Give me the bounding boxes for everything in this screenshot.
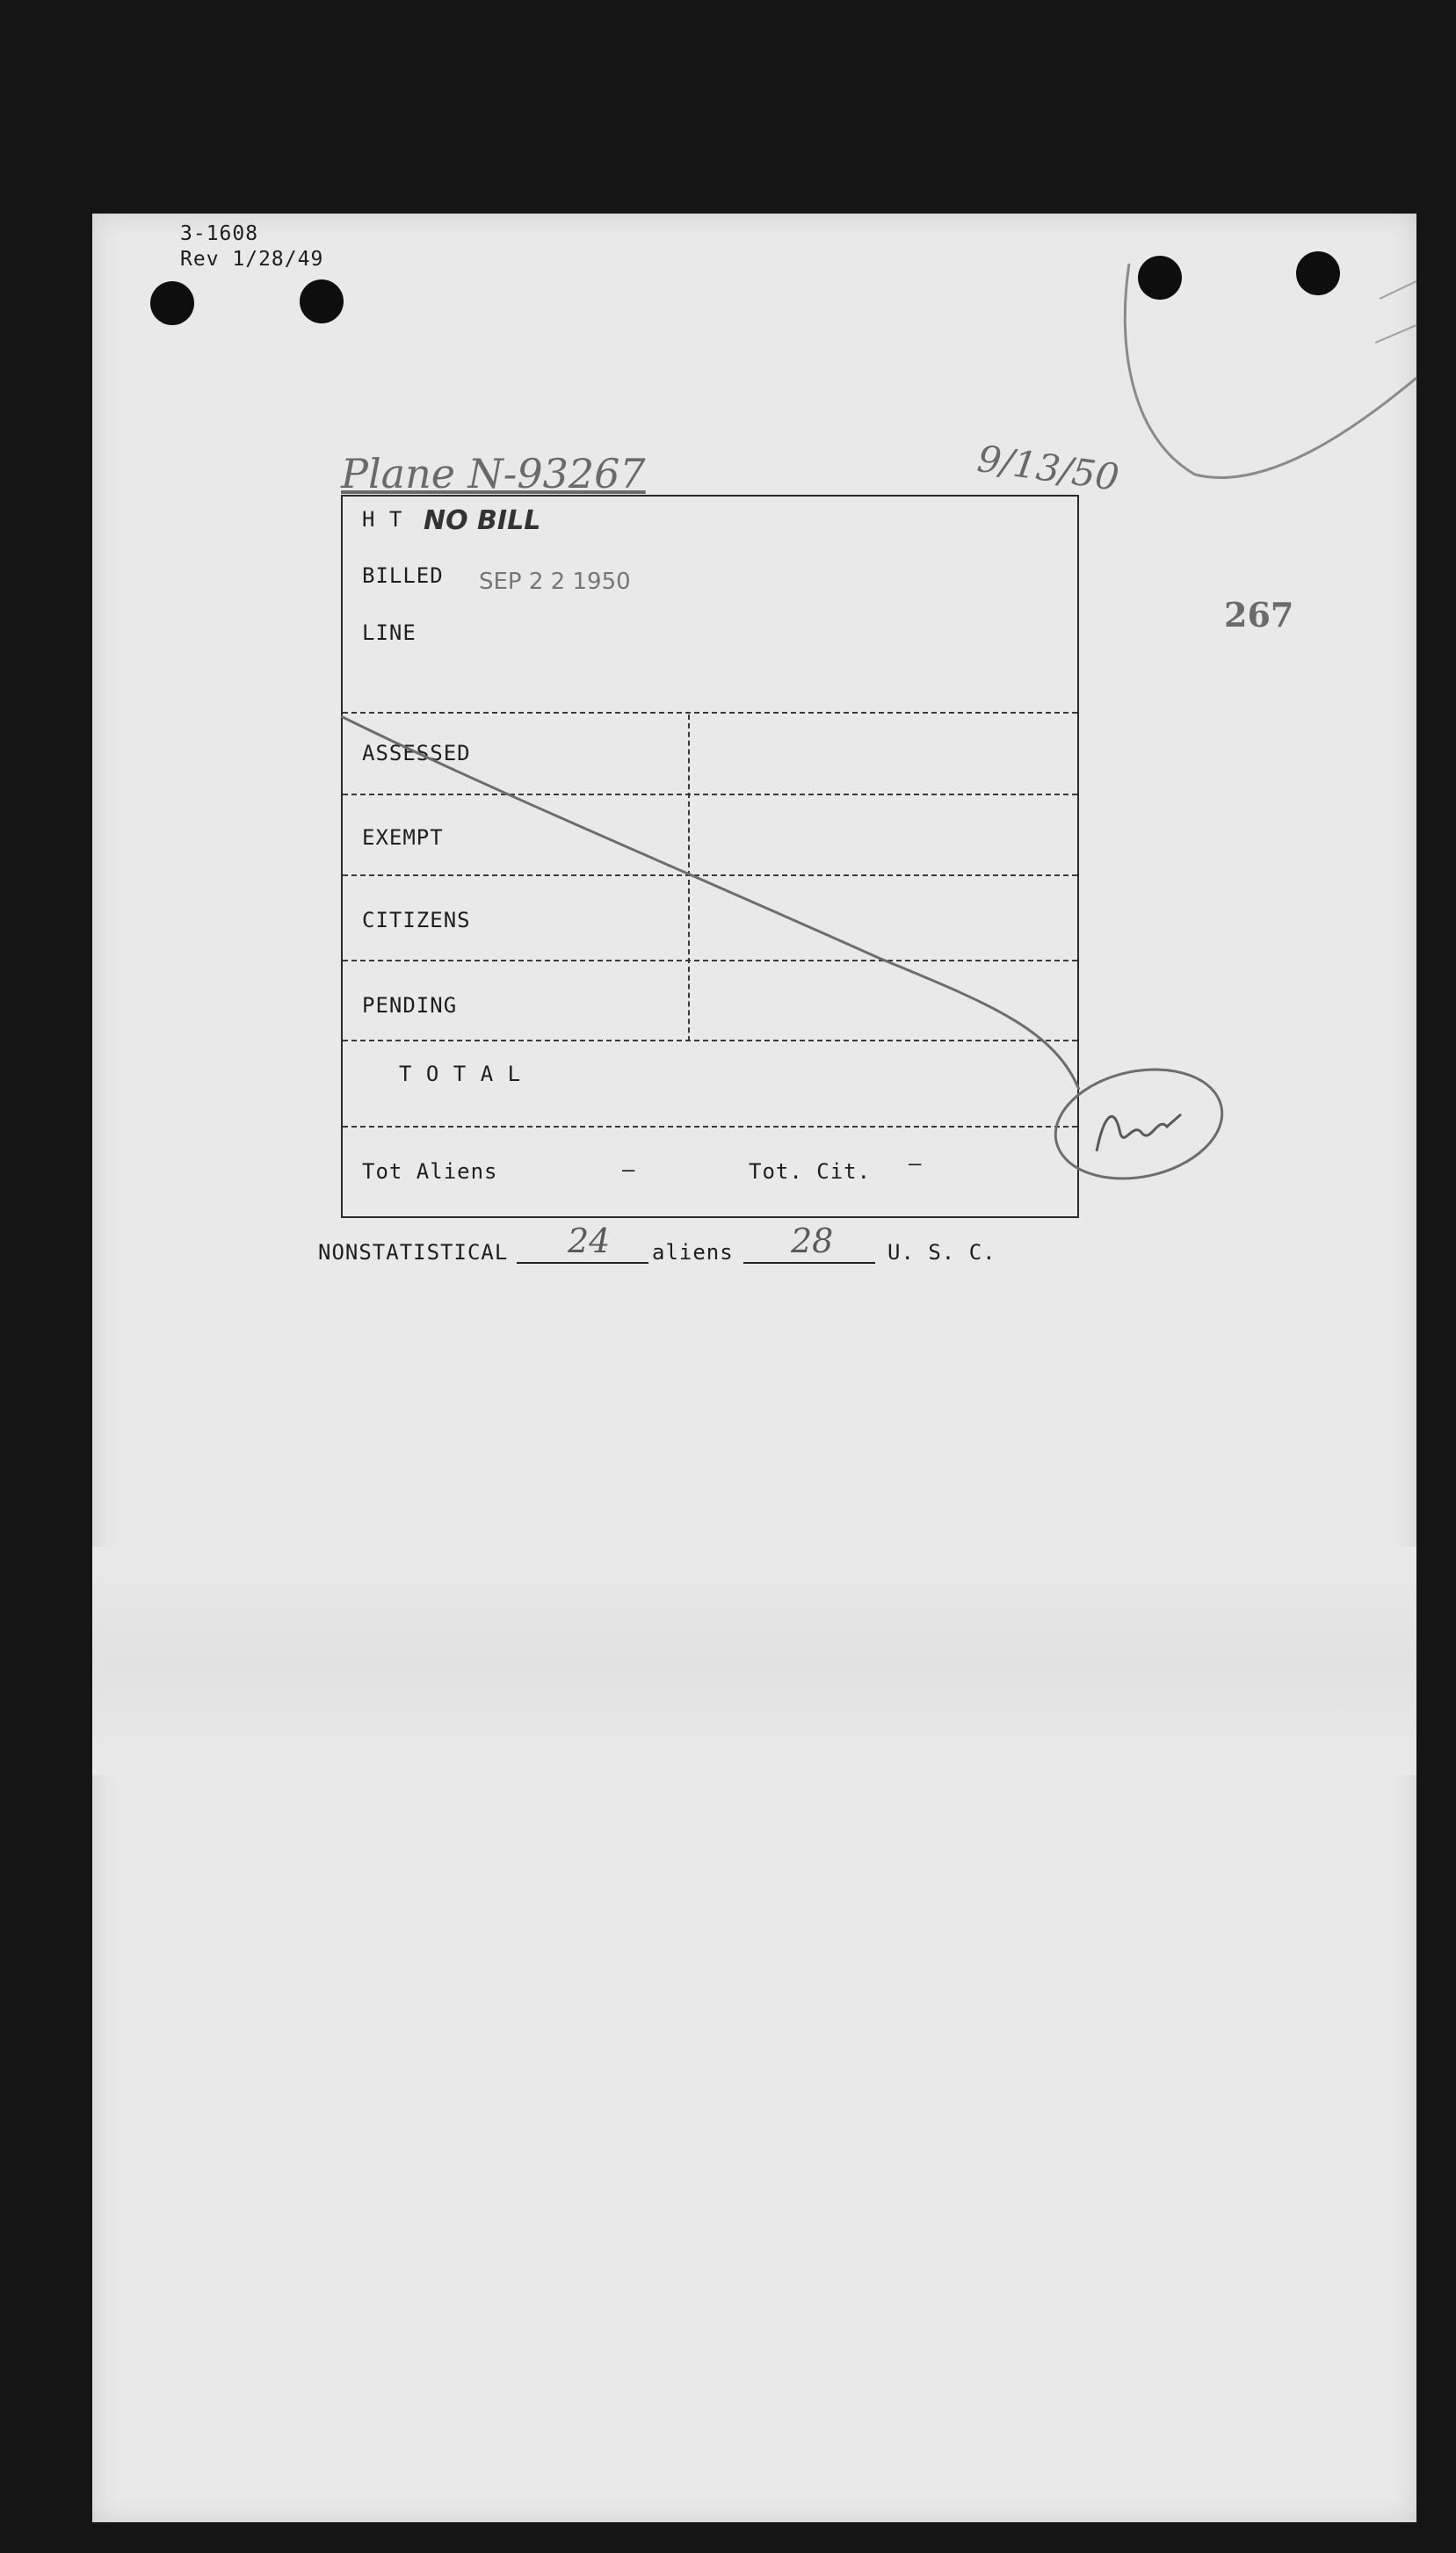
- ht-no-label: H T: [362, 507, 403, 532]
- initials-scribble: [1097, 1114, 1181, 1151]
- no-bill-stamp: NO BILL: [424, 505, 541, 536]
- nonstatistical-label: NONSTATISTICAL: [318, 1240, 509, 1265]
- handwritten-date: 9/13/50: [974, 436, 1122, 500]
- plane-number: Plane N-93267: [341, 450, 646, 497]
- row-assessed: ASSESSED: [362, 741, 471, 765]
- aliens-label: aliens: [652, 1240, 734, 1265]
- billed-date-stamp: SEP 2 2 1950: [479, 569, 631, 595]
- usc-count: 28: [791, 1222, 834, 1260]
- pencil-loop: [1125, 264, 1416, 477]
- billed-label: BILLED: [362, 563, 444, 588]
- tot-cit-value: —: [909, 1151, 923, 1176]
- page-number: 267: [1224, 595, 1294, 635]
- aliens-count: 24: [568, 1222, 611, 1260]
- total-label: T O T A L: [399, 1062, 522, 1086]
- form-number: 3-1608: [180, 222, 259, 245]
- tot-aliens-value: —: [622, 1157, 636, 1182]
- row-exempt: EXEMPT: [362, 825, 444, 850]
- cancel-line: [341, 716, 1079, 1090]
- tot-cit-label: Tot. Cit.: [749, 1159, 872, 1184]
- row-citizens: CITIZENS: [362, 908, 471, 932]
- tot-aliens-label: Tot Aliens: [362, 1159, 498, 1184]
- row-pending: PENDING: [362, 993, 458, 1018]
- line-label: LINE: [362, 620, 417, 645]
- form-revision: Rev 1/28/49: [180, 248, 324, 271]
- usc-label: U. S. C.: [887, 1240, 996, 1265]
- pencil-stroke: [1375, 281, 1416, 343]
